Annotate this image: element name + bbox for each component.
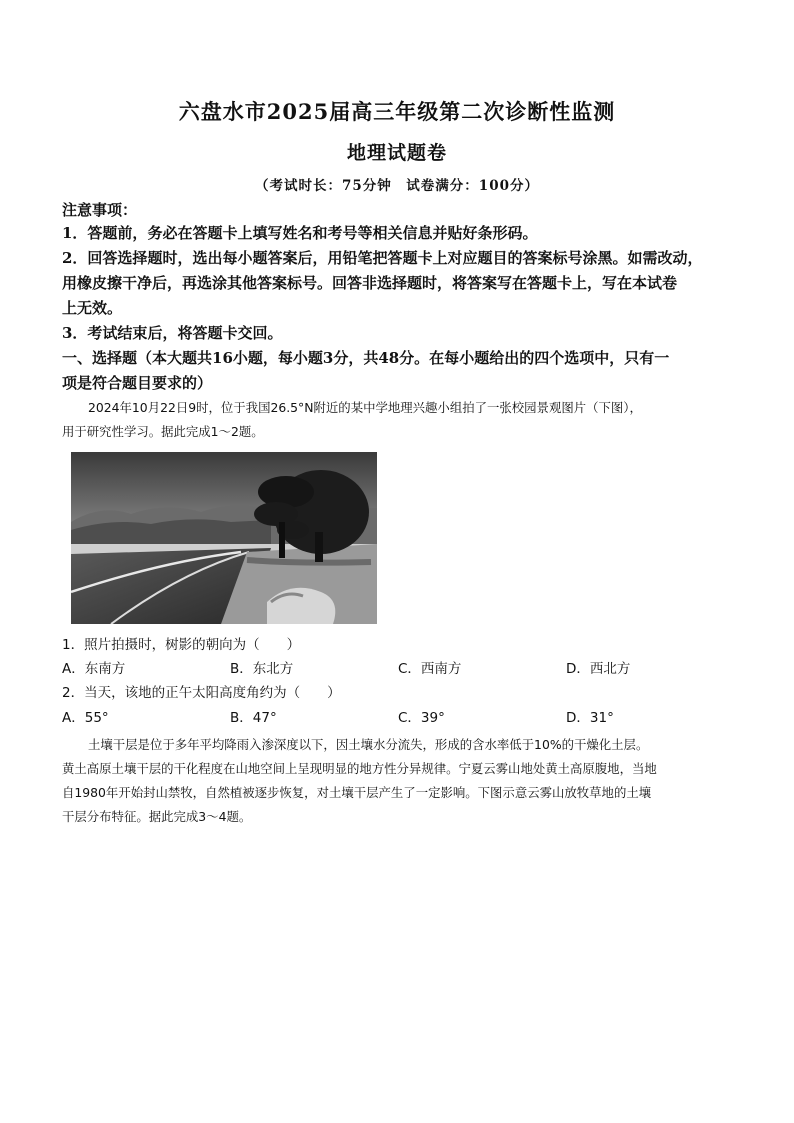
question-2-option-c[interactable]: C．39°	[398, 710, 445, 726]
notice-item: 1．答题前，务必在答题卡上填写姓名和考号等相关信息并贴好条形码。	[62, 224, 538, 242]
passage-line: 干层分布特征。据此完成3～4题。	[62, 809, 252, 824]
passage-line: 土壤干层是位于多年平均降雨入渗深度以下，因土壤水分流失，形成的含水率低于10%的干燥化土层。	[88, 737, 649, 752]
notice-item: 上无效。	[62, 299, 123, 317]
passage-line: 2024年10月22日9时，位于我国26.5°N附近的某中学地理兴趣小组拍了一张校园景观图片（下图），	[88, 400, 642, 415]
campus-landscape-photo	[71, 452, 377, 624]
notice-heading: 注意事项：	[62, 201, 138, 219]
question-1-stem: 1．照片拍摄时，树影的朝向为（ ）	[62, 637, 301, 653]
question-2-option-a[interactable]: A．55°	[62, 710, 109, 726]
question-2-option-d[interactable]: D．31°	[566, 710, 614, 726]
passage-line: 黄土高原土壤干层的干化程度在山地空间上呈现明显的地方性分异规律。宁夏云雾山地处黄土高原腹地，当地	[62, 761, 657, 776]
notice-item: 用橡皮擦干净后，再选涂其他答案标号。回答非选择题时，将答案写在答题卡上，写在本试卷	[62, 274, 678, 292]
question-1-option-a[interactable]: A．东南方	[62, 661, 126, 677]
question-1-option-d[interactable]: D．西北方	[566, 661, 631, 677]
section-heading-cont: 项是符合题目要求的）	[62, 374, 213, 392]
section-heading: 一、选择题（本大题共16小题，每小题3分，共48分。在每小题给出的四个选项中，只有一	[62, 349, 670, 367]
question-2-option-b[interactable]: B．47°	[230, 710, 277, 726]
notice-item: 3．考试结束后，将答题卡交回。	[62, 324, 283, 342]
exam-info: （考试时长：75分钟 试卷满分：100分）	[255, 178, 539, 194]
question-2-stem: 2．当天，该地的正午太阳高度角约为（ ）	[62, 685, 341, 701]
question-1-option-c[interactable]: C．西南方	[398, 661, 462, 677]
notice-item: 2．回答选择题时，选出每小题答案后，用铅笔把答题卡上对应题目的答案标号涂黑。如需改动，	[62, 249, 703, 267]
passage-line: 自1980年开始封山禁牧，自然植被逐步恢复，对土壤干层产生了一定影响。下图示意云雾山放牧草地的土壤	[62, 785, 652, 800]
exam-subtitle: 地理试题卷	[346, 142, 447, 164]
exam-title: 六盘水市2025届高三年级第二次诊断性监测	[178, 99, 616, 124]
passage-line: 用于研究性学习。据此完成1～2题。	[62, 424, 264, 439]
question-1-option-b[interactable]: B．东北方	[230, 661, 294, 677]
